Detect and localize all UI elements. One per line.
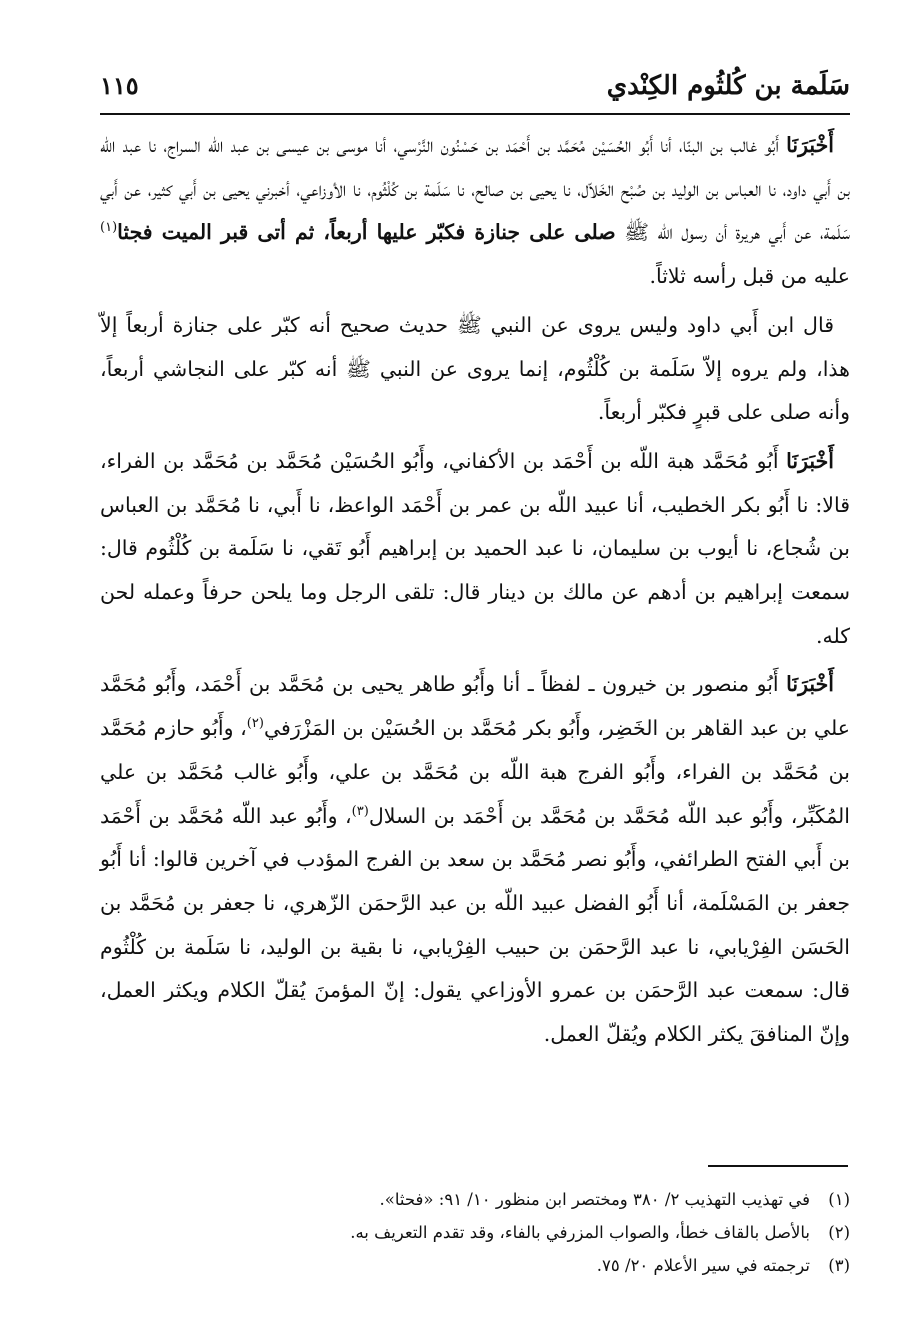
- paragraph-tail: ، وأَبُو عبد اللّه مُحَمَّد بن أَحْمَد بن أَبي الفتح الطرائفي، وأَبُو نصر مُحَمَّد بن سعد بن الفرج المؤدب في آخرين قالوا: أنا أَبُو جعفر بن المَسْلَمة، أنا أَبُو الفضل عبيد اللّه بن عبد الرَّحمَن الزّهري، نا جعفر بن مُحَمَّد بن الحَسَن الفِرْيابي، نا عبد الرَّحمَن بن حبيب الفِرْيابي، نا بقية بن الوليد، نا سَلَمة بن كُلْثُوم قال: سمعت عبد الرَّحمَن بن عمرو الأوزاعي يقول: إنّ المؤمنَ يُقلّ الكلام ويكثر العمل، وإنّ المنافقَ يكثر الكلام ويُقلّ العمل.: [100, 803, 850, 1047]
- paragraph-text: أَبُو غالب بن البنّا، أنا أَبُو الحُسَيْن مُحَمَّد بن أَحْمَد بن حَسْنُون النَّرْسي، أنا موسى بن عيسى بن عبد اللّه السراج، نا عبد اللّه بن أَبي داود، نا العباس بن الوليد بن صُبْح الخَلاّل، نا يحيى بن صالح، نا سَلَمة بن كُلْثُوم، نا الأوزاعي، أخبرني يحيى بن أَبي كثير، عن أَبي سَلَمة، عن أَبي هريرة أن رسول الله ﷺ: [100, 133, 851, 245]
- footnotes: [100, 1183, 850, 1282]
- main-text: [100, 124, 850, 1062]
- paragraph-3: [100, 440, 850, 659]
- footnote-ref[interactable]: (٣): [351, 803, 369, 819]
- paragraph-2: [100, 304, 850, 435]
- paragraph-lead: أَخْبَرَنَا: [786, 672, 834, 697]
- footnote-3: [100, 1249, 850, 1282]
- paragraph-text: قال ابن أَبي داود وليس يروى عن النبي ﷺ حديث صحيح أنه كبّر على جنازة أربعاً إلاّ هذا، ولم يروه إلاّ سَلَمة بن كُلْثُوم، إنما يروى عن النبي ﷺ أنه كبّر على النجاشي أربعاً، وأنه صلى على قبرٍ فكبّر أربعاً.: [100, 312, 850, 425]
- footnote-number: (١): [828, 1190, 850, 1209]
- paragraph-lead: أَخْبَرَنَا: [786, 133, 834, 157]
- header-rule: [100, 113, 850, 115]
- footnote-2: [100, 1216, 850, 1249]
- footnote-number: (٢): [828, 1223, 850, 1242]
- footnote-text: ترجمته في سير الأعلام ٢٠/ ٧٥.: [596, 1256, 810, 1275]
- paragraph-text-continued: ، وأَبُو حازم مُحَمَّد بن مُحَمَّد بن الفراء، وأَبُو الفرج هبة اللّه بن مُحَمَّد بن علي، وأَبُو غالب مُحَمَّد بن علي المُكَبِّر، وأَبُو عبد اللّه مُحَمَّد بن مُحَمَّد بن أَحْمَد بن السلال: [100, 716, 850, 828]
- footnote-1: [100, 1183, 850, 1216]
- paragraph-lead: أَخْبَرَنَا: [786, 448, 834, 473]
- paragraph-tail: عليه من قبل رأسه ثلاثاً.: [649, 264, 850, 289]
- running-title: سَلَمة بن كُلثُوم الكِنْدي: [606, 71, 850, 101]
- footnote-text: بالأصل بالقاف خطأ، والصواب المزرفي بالفاء، وقد تقدم التعريف به.: [350, 1223, 810, 1242]
- footnote-number: (٣): [828, 1256, 850, 1275]
- page-header: [100, 66, 850, 106]
- footnote-separator: [708, 1165, 848, 1167]
- footnote-ref[interactable]: (١): [100, 220, 118, 236]
- footnote-ref[interactable]: (٢): [246, 716, 264, 732]
- paragraph-text: أَبُو منصور بن خيرون ـ لفظاً ـ أنا وأَبُو طاهر يحيى بن مُحَمَّد بن أَحْمَد، وأَبُو مُحَمَّد علي بن عبد القاهر بن الخَضِر، وأَبُو بكر مُحَمَّد بن الحُسَيْن بن المَزْرَفي: [100, 672, 850, 741]
- paragraph-1: [100, 124, 850, 299]
- hadith-text: صلى على جنازة فكبّر عليها أربعاً، ثم أتى قبر الميت فجثا: [117, 220, 616, 245]
- page-number: ١١٥: [100, 71, 139, 100]
- paragraph-text: أَبُو مُحَمَّد هبة اللّه بن أَحْمَد بن الأكفاني، وأَبُو الحُسَيْن مُحَمَّد بن مُحَمَّد بن الفراء، قالا: نا أَبُو بكر الخطيب، أنا عبيد اللّه بن عمر بن أَحْمَد الواعظ، نا أَبي، نا مُحَمَّد بن العباس بن شُجاع، نا أيوب بن سليمان، نا عبد الحميد بن إبراهيم أَبُو تَقي، نا سَلَمة بن كُلْثُوم قال: سمعت إبراهيم بن أدهم عن مالك بن دينار قال: تلقى الرجل وما يلحن حرفاً وعمله لحن كله.: [100, 448, 850, 648]
- paragraph-4: [100, 663, 850, 1056]
- footnote-text: في تهذيب التهذيب ٢/ ٣٨٠ ومختصر ابن منظور ١٠/ ٩١: «فحثا».: [379, 1190, 810, 1209]
